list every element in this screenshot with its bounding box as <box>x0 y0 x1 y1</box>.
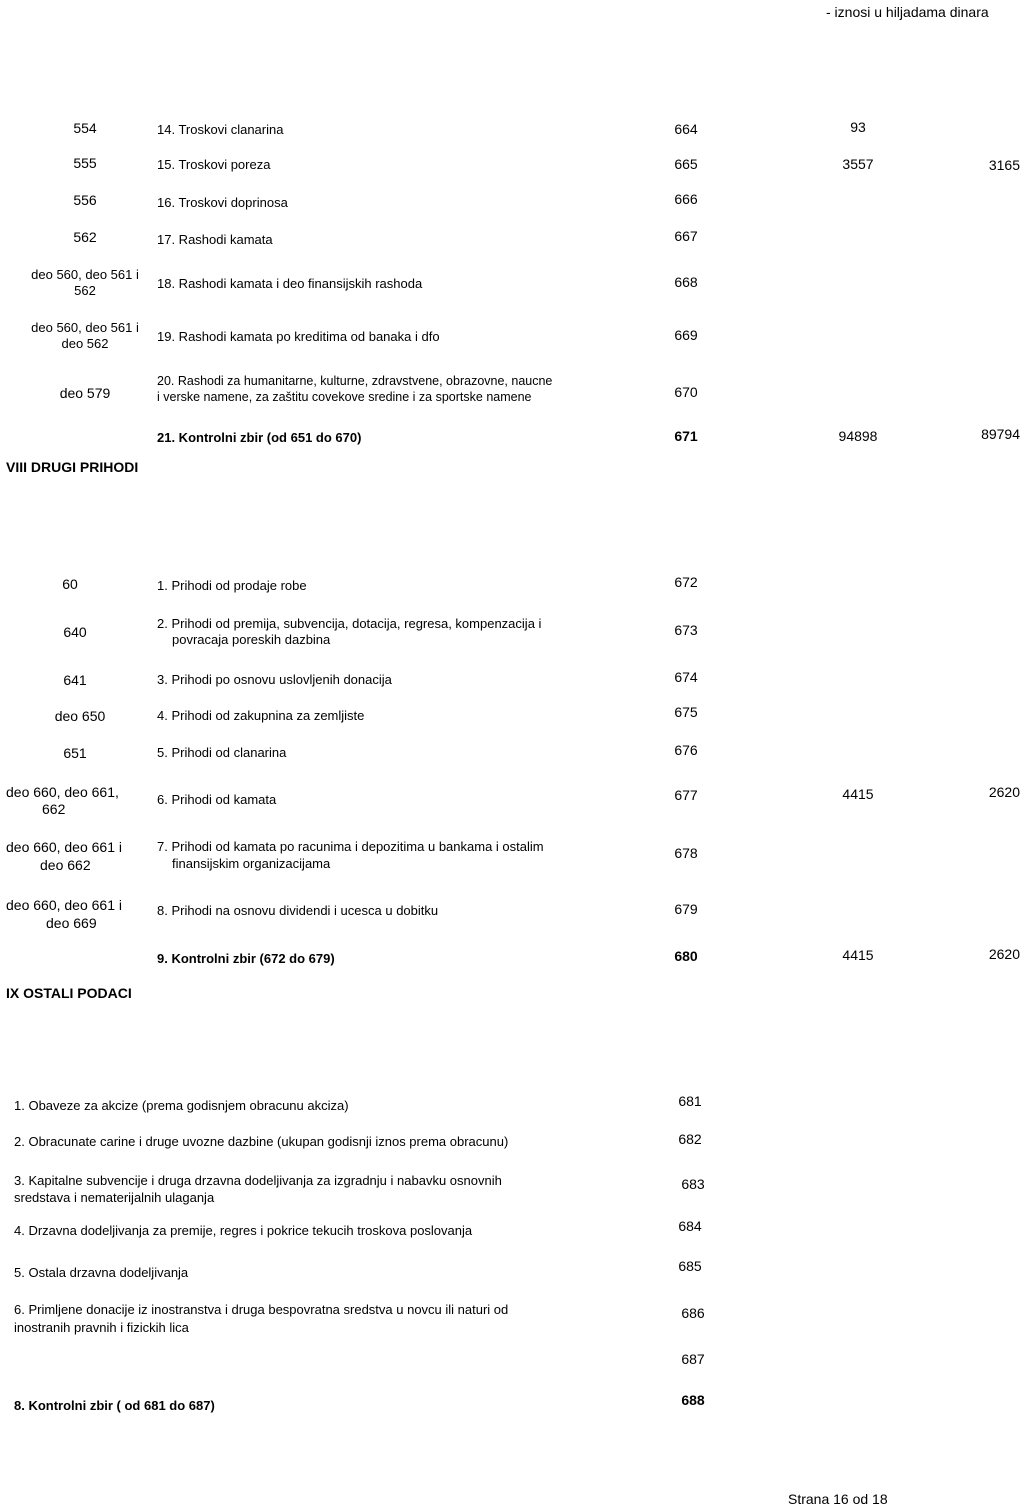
aop-code: 680 <box>674 948 698 964</box>
row-description: 16. Troskovi doprinosa <box>157 195 288 210</box>
aop-code: 670 <box>674 384 698 400</box>
previous-year-value: 2620 <box>988 946 1020 962</box>
total-description: 21. Kontrolni zbir (od 651 do 670) <box>157 430 362 445</box>
current-year-value: 3557 <box>842 156 874 172</box>
aop-code: 667 <box>674 228 698 244</box>
aop-code: 681 <box>678 1093 702 1109</box>
account-code: deo 650 <box>54 708 106 724</box>
account-code-line1: deo 560, deo 561 i <box>31 320 139 335</box>
row-description: 17. Rashodi kamata <box>157 232 273 247</box>
previous-year-value: 2620 <box>988 784 1020 800</box>
row-description: 1. Obaveze za akcize (prema godisnjem obracunu akciza) <box>14 1098 349 1113</box>
row-description: 15. Troskovi poreza <box>157 157 271 172</box>
previous-year-value: 3165 <box>988 157 1020 173</box>
row-description-line1: 20. Rashodi za humanitarne, kulturne, zdravstvene, obrazovne, naucne <box>157 374 553 388</box>
account-code: 555 <box>73 155 97 171</box>
section-title-ostali-podaci: IX OSTALI PODACI <box>6 985 132 1001</box>
current-year-value: 94898 <box>838 428 878 444</box>
row-description-line1: 3. Kapitalne subvencije i druga drzavna dodeljivanja za izgradnju i nabavku osnovnih <box>14 1173 502 1188</box>
account-code-line2: deo 662 <box>40 857 91 873</box>
aop-code: 687 <box>681 1351 705 1367</box>
aop-code: 676 <box>674 742 698 758</box>
current-year-value: 4415 <box>842 947 874 963</box>
row-description: 3. Prihodi po osnovu uslovljenih donacija <box>157 672 392 687</box>
total-description: 9. Kontrolni zbir (672 do 679) <box>157 951 335 966</box>
account-code-line2: 562 <box>74 283 96 298</box>
previous-year-value: 89794 <box>981 426 1020 442</box>
total-description: 8. Kontrolni zbir ( od 681 do 687) <box>14 1398 215 1413</box>
section-title-drugi-prihodi: VIII DRUGI PRIHODI <box>6 459 139 475</box>
account-code-line1: deo 560, deo 561 i <box>31 267 139 282</box>
account-code-line2: 662 <box>42 801 66 817</box>
current-year-value: 93 <box>850 119 866 135</box>
row-description-line2: i verske namene, za zaštitu covekove sredine i za sportske namene <box>157 390 532 404</box>
aop-code: 672 <box>674 574 698 590</box>
account-code: 640 <box>63 624 87 640</box>
row-description: 18. Rashodi kamata i deo finansijskih rashoda <box>157 276 423 291</box>
row-description-line2: inostranih pravnih i fizickih lica <box>14 1320 189 1335</box>
account-code: 562 <box>73 229 97 245</box>
row-description-line1: 6. Primljene donacije iz inostranstva i druga bespovratna sredstva u novcu ili naturi od <box>14 1302 509 1317</box>
row-description: 6. Prihodi od kamata <box>157 792 277 807</box>
aop-code: 664 <box>674 121 698 137</box>
aop-code: 686 <box>681 1305 705 1321</box>
aop-code: 665 <box>674 156 698 172</box>
aop-code: 679 <box>674 901 698 917</box>
row-description: 4. Drzavna dodeljivanja za premije, regres i pokrice tekucih troskova poslovanja <box>14 1223 473 1238</box>
current-year-value: 4415 <box>842 786 874 802</box>
account-code-line1: deo 660, deo 661 i <box>6 839 122 855</box>
aop-code: 671 <box>674 428 698 444</box>
aop-code: 677 <box>674 787 698 803</box>
account-code-line2: deo 562 <box>61 336 109 351</box>
account-code: 641 <box>63 672 87 688</box>
account-code: deo 579 <box>59 385 111 401</box>
account-code: 651 <box>63 745 87 761</box>
row-description: 4. Prihodi od zakupnina za zemljiste <box>157 708 365 723</box>
row-description: 19. Rashodi kamata po kreditima od banaka i dfo <box>157 329 440 344</box>
aop-code: 685 <box>678 1258 702 1274</box>
row-description-line2: sredstava i nematerijalnih ulaganja <box>14 1190 215 1205</box>
aop-code: 675 <box>674 704 698 720</box>
row-description: 5. Ostala drzavna dodeljivanja <box>14 1265 189 1280</box>
account-code: 556 <box>73 192 97 208</box>
account-code-line1: deo 660, deo 661, <box>6 784 119 800</box>
row-description: 8. Prihodi na osnovu dividendi i ucesca u dobitku <box>157 903 439 918</box>
account-code-line2: deo 669 <box>46 915 97 931</box>
row-description: 2. Obracunate carine i druge uvozne dazbine (ukupan godisnji iznos prema obracunu) <box>14 1134 509 1149</box>
aop-code: 684 <box>678 1218 702 1234</box>
row-description-line1: 7. Prihodi od kamata po racunima i depozitima u bankama i ostalim <box>157 839 544 854</box>
aop-code: 688 <box>681 1392 705 1408</box>
row-description-line2: finansijskim organizacijama <box>172 856 331 871</box>
aop-code: 683 <box>681 1176 705 1192</box>
row-description: 1. Prihodi od prodaje robe <box>157 578 307 593</box>
unit-note: - iznosi u hiljadama dinara <box>826 4 989 20</box>
aop-code: 678 <box>674 845 698 861</box>
aop-code: 669 <box>674 327 698 343</box>
row-description: 14. Troskovi clanarina <box>157 122 284 137</box>
account-code-line1: deo 660, deo 661 i <box>6 897 122 913</box>
account-code: 554 <box>73 120 97 136</box>
page-number: Strana 16 od 18 <box>788 1491 888 1507</box>
aop-code: 668 <box>674 274 698 290</box>
aop-code: 682 <box>678 1131 702 1147</box>
aop-code: 674 <box>674 669 698 685</box>
row-description-line2: povracaja poreskih dazbina <box>172 632 331 647</box>
account-code: 60 <box>62 576 78 592</box>
row-description: 5. Prihodi od clanarina <box>157 745 287 760</box>
row-description-line1: 2. Prihodi od premija, subvencija, dotacija, regresa, kompenzacija i <box>157 616 542 631</box>
aop-code: 673 <box>674 622 698 638</box>
aop-code: 666 <box>674 191 698 207</box>
